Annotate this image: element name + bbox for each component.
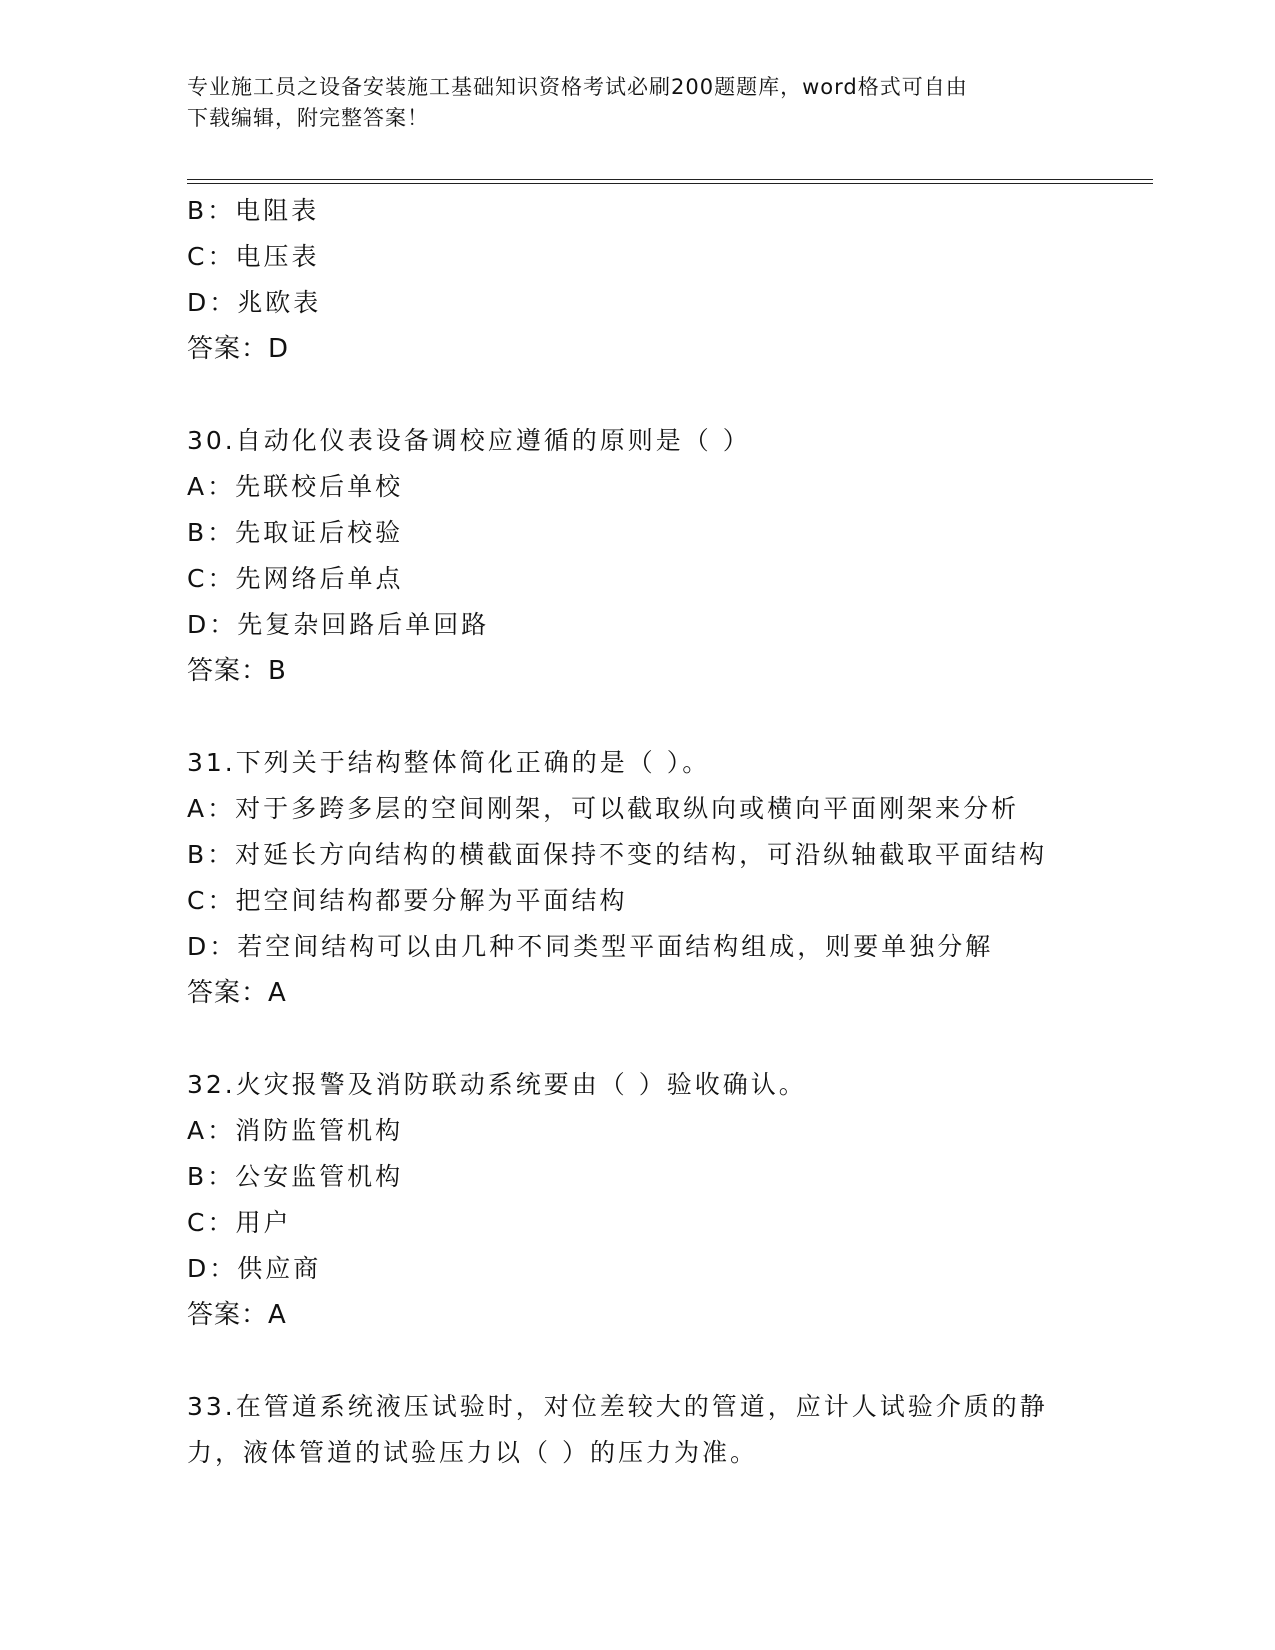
option-c: C：电压表 — [187, 242, 320, 271]
question-block-33 — [187, 1384, 1087, 1476]
question-block-30 — [187, 418, 1087, 694]
question-text-line-1: 33.在管道系统液压试验时，对位差较大的管道，应计人试验介质的静 — [187, 1392, 1048, 1421]
question-text: 30.自动化仪表设备调校应遵循的原则是（ ） — [187, 426, 751, 455]
header-divider — [187, 179, 1153, 184]
question-block-32 — [187, 1062, 1087, 1338]
question-block-29 — [187, 188, 1087, 372]
spacer — [187, 1338, 1087, 1384]
option-c: C：先网络后单点 — [187, 564, 404, 593]
option-b: B：电阻表 — [187, 196, 320, 225]
option-b: B：先取证后校验 — [187, 518, 404, 547]
question-text-line-2: 力，液体管道的试验压力以（ ）的压力为准。 — [187, 1438, 758, 1467]
option-b: B：公安监管机构 — [187, 1162, 404, 1191]
option-d: D：供应商 — [187, 1254, 322, 1283]
header-title-line-1: 专业施工员之设备安装施工基础知识资格考试必刷200题题库，word格式可自由 — [187, 75, 968, 99]
answer-line: 答案：D — [187, 334, 290, 364]
spacer — [187, 1016, 1087, 1062]
option-d: D：兆欧表 — [187, 288, 322, 317]
question-text: 32.火灾报警及消防联动系统要由（ ）验收确认。 — [187, 1070, 807, 1099]
question-text: 31.下列关于结构整体简化正确的是（ ）。 — [187, 748, 711, 777]
header-title-line-2: 下载编辑，附完整答案！ — [187, 106, 429, 130]
option-c: C：用户 — [187, 1208, 292, 1237]
document-header — [187, 72, 1087, 134]
question-block-31 — [187, 740, 1087, 1016]
answer-line: 答案：B — [187, 656, 287, 686]
option-b: B：对延长方向结构的横截面保持不变的结构，可沿纵轴截取平面结构 — [187, 840, 1048, 869]
question-list — [187, 188, 1087, 1476]
option-a: A：对于多跨多层的空间刚架，可以截取纵向或横向平面刚架来分析 — [187, 794, 1020, 823]
option-c: C：把空间结构都要分解为平面结构 — [187, 886, 628, 915]
spacer — [187, 372, 1087, 418]
spacer — [187, 694, 1087, 740]
answer-line: 答案：A — [187, 1300, 287, 1330]
option-a: A：先联校后单校 — [187, 472, 404, 501]
option-d: D：若空间结构可以由几种不同类型平面结构组成，则要单独分解 — [187, 932, 994, 961]
option-d: D：先复杂回路后单回路 — [187, 610, 490, 639]
answer-line: 答案：A — [187, 978, 287, 1008]
option-a: A：消防监管机构 — [187, 1116, 404, 1145]
